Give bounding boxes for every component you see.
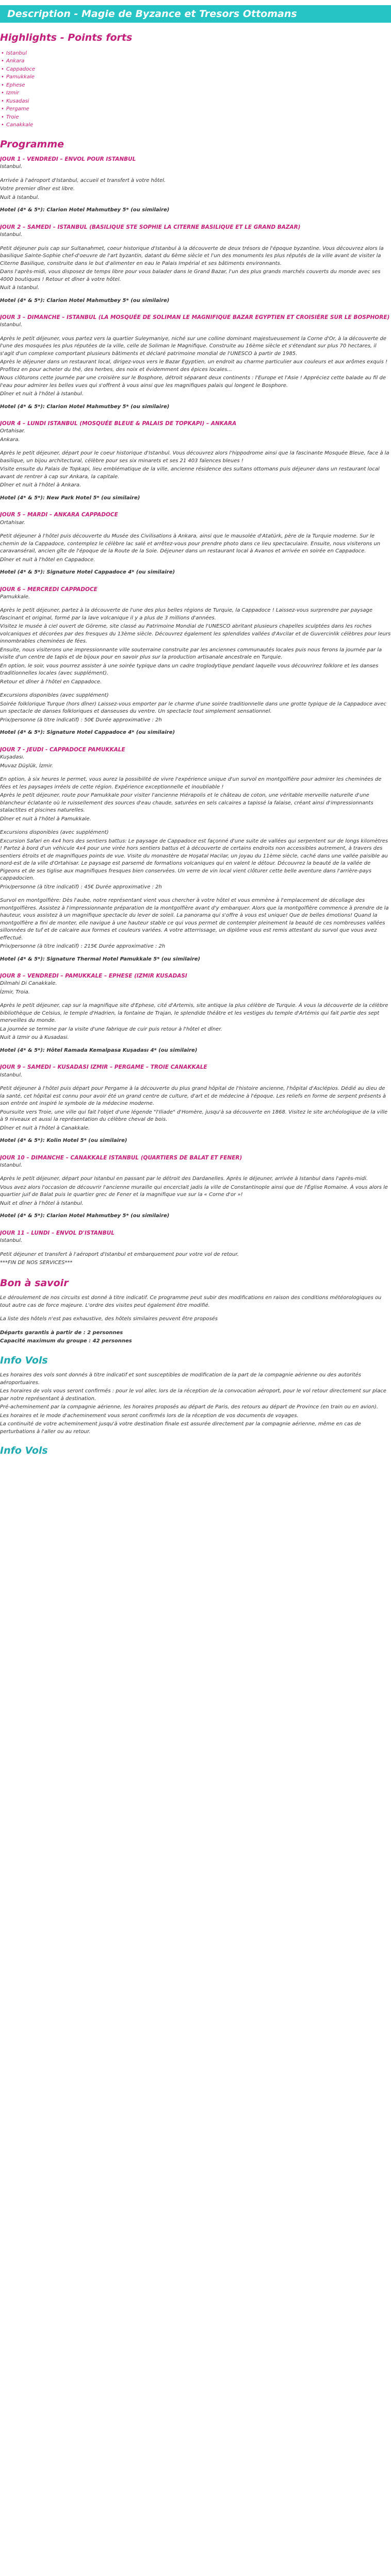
day-paragraph: Dîner et nuit à l'hôtel à Pamukkale.: [0, 816, 91, 822]
day-block: [0, 511, 391, 576]
day-hotel: Hotel (4* & 5*): Kolin Hotel 5* (ou similaire): [0, 1138, 127, 1144]
info-vols-paragraph: Les horaires et le mode d'acheminement vous seront confirmés lors de la réception de vos documents de voyages.: [0, 1412, 299, 1419]
bon-a-savoir-heading: Bon à savoir: [0, 1277, 69, 1289]
day-block: [0, 314, 391, 411]
day-hotel: Hotel (4* & 5*): Clarion Hotel Mahmutbey 5* (ou similaire): [0, 207, 170, 213]
day-paragraph: Nuit à Istanbul.: [0, 194, 40, 200]
day-title: JOUR 10 – DIMANCHE – CANAKKALE ISTANBUL (QUARTIERS DE BALAT ET FENER): [0, 1154, 242, 1161]
day-paragraph: Visite ensuite du Palais de Topkapi, lieu emblématique de la ville, ancienne résidence des sultans ottomans puis déjeuner dans un restaurant local avant de rentrer à cap sur Ankara, la capitale.: [0, 466, 380, 480]
day-hotel: Hotel (4* & 5*): Clarion Hotel Mahmutbey 5* (ou similaire): [0, 1213, 170, 1219]
day-location: Ortahisar.: [0, 428, 25, 434]
day-paragraph: Nuit à Izmir ou à Kusadasi.: [0, 1035, 69, 1041]
program-heading: Programme: [0, 138, 64, 150]
info-vols-heading-2: Info Vols: [0, 1445, 48, 1457]
info-vols: [0, 1372, 391, 1436]
program-days: [0, 156, 391, 1267]
day-hotel: Hotel (4* & 5*): Clarion Hotel Mahmutbey 5* (ou similaire): [0, 403, 170, 410]
day-paragraph: Après le petit déjeuner, cap sur la magnifique site d'Ephese, cité d'Artemis, site antique la plus célèbre de Turquie. À vous la découverte de la célèbre bibliothèque de Celsius, le temple d'Hadrien, la fontaine de Trajan, le splendide théâtre et les vestiges du temple d'Artémis qui fait partie des sept merveilles du monde.: [0, 1003, 388, 1024]
spacer: [0, 997, 391, 1002]
day-paragraph: Poursuite vers Troie, une ville qui fait l'objet d'une légende "l'Iliade" d'Homère, jusqu'à sa découverte en 1868. Visitez le site archéologique de la ville à 9 niveaux et aussi la représentation du célèbre cheval de bois.: [0, 1109, 388, 1123]
day-paragraph: En option, à six heures le permet, vous aurez la possibilité de vivre l'expérience unique d'un survol en montgolfière pour admirer les cheminées de fées et les paysages irréels de cette région. Expérience exceptionnelle et inoubliable !: [0, 777, 382, 790]
day-paragraph: Après le petit déjeuner, départ pour Istanbul en passant par le détroit des Dardanelles. Après le déjeuner, arrivée à Istanbul dans l'après-midi.: [0, 1176, 368, 1182]
day-paragraph: Soirée folklorique Turque (hors dîner) Laissez-vous emporter par le charme d'une soirée traditionnelle dans une grotte typique de la Cappadoce avec un spectacle de danses folkloriques et danseuses du ventre. Un spectacle tout simplement sensationnel.: [0, 701, 386, 715]
highlight-item: • Ephese: [0, 81, 391, 90]
day-paragraph: Prix/personne (à titre indicatif) : 45€ Durée approximative : 2h: [0, 884, 162, 890]
day-hotel: Hotel (4* & 5*): Signature Thermal Hotel Pamukkale 5* (ou similaire): [0, 956, 201, 962]
day-location: Ankara.: [0, 436, 20, 443]
day-paragraph: Visitez le musée à ciel ouvert de Göreme, site classé au Patrimoine Mondial de l'UNESCO abritant plusieurs chapelles sculptées dans les roches volcaniques et décorées par des fresques du 13ème siècle. Découvrez également les splendides vallées d'Avcilar et de Guvercinlik célèbres pour leurs innombrables cheminées de fées.: [0, 624, 391, 645]
spacer: [0, 172, 391, 177]
spacer: [0, 330, 391, 335]
day-paragraph: Après le petit déjeuner, départ pour le coeur historique d'Istanbul. Vous découvrez alors l'hippodrome ainsi que la fascinante Mosquée Bleue, face à la basilique, un bijou architectural, célèbre pour ses six minarets et ses 21 403 faïences bleues !: [0, 450, 389, 464]
day-title: JOUR 11 – LUNDI – ENVOL D'ISTANBUL: [0, 1230, 115, 1236]
day-block: [0, 1154, 391, 1220]
day-title: JOUR 8 – VENDREDI – PAMUKKALE – EPHESE (IZMIR KUSADASI: [0, 973, 187, 980]
bon-paragraph: Le déroulement de nos circuits est donné à titre indicatif. Ce programme peut subir des modifications en raison des conditions météorologiques ou tout autre cas de force majeure. L'ordre des visites peut également être modifié.: [0, 1295, 382, 1308]
spacer: [0, 445, 391, 450]
day-paragraph: Ensuite, nous visiterons une impressionnante ville souterraine construite par les anciennes communautés locales puis nous ferons la journée par la visite d'un centre de tapis et de bijoux pour en savoir plus sur la production artisanale ancestrale en Turquie.: [0, 647, 382, 661]
spacer: [0, 1246, 391, 1251]
day-location: Istanbul.: [0, 1072, 23, 1078]
day-hotel: Hotel (4* & 5*): Hôtel Ramada Kemalpasa Kuşadası 4* (ou similaire): [0, 1047, 198, 1053]
spacer: [0, 1080, 391, 1085]
day-location: İzmir, Troia.: [0, 989, 30, 995]
day-block: [0, 156, 391, 214]
day-hotel: Hotel (4* & 5*): New Park Hotel 5* (ou similaire): [0, 495, 140, 501]
page: [0, 5, 391, 1458]
day-paragraph: En option, le soir, vous pourrez assister à une soirée typique dans un cadre troglodytique pendant laquelle vous découvrirez folklore et les danses traditionnelles locales (avec supplément).: [0, 663, 379, 677]
day-paragraph: Survol en montgolfière: Dès l'aube, notre représentant vient vous chercher à votre hôtel et vous emmène à l'emplacement de décollage des montgolfières. Assistez à l'impressionnante préparation de la montgolfière avant d'y embarquer. Alors que la montgolfière commence à prendre de la hauteur, vous assistez à un magnifique spectacle du lever de soleil. La panorama qui s'offre à vous est unique! Que de belles émotions! Quand la montgolfière a fini de monter, elle navigue à une hauteur stable ce qui vous permet de contempler pleinement la beauté de ces nombreuses vallées sillonnées de tuf et de calcaire aux formes et couleurs variées. A votre atterrissage, un diplôme vous est remis attestant du survol que vous avez effectué.: [0, 898, 389, 941]
day-paragraph: Nous clôturons cette journée par une croisière sur le Bosphore, détroit séparant deux continents : l'Europe et l'Asie ! Appréciez cette balade au fil de l'eau pour admirer les belles vues qui s'offrent à vous ainsi que les magnifiques palais qui longent le Bosphore.: [0, 375, 386, 389]
day-paragraph: Arrivée à l'aéroport d'Istanbul, accueil et transfert à votre hôtel.: [0, 177, 166, 183]
highlight-item: • Ankara: [0, 57, 391, 65]
day-paragraph: Après le petit déjeuner, vous partez vers la quartier Suleymaniye, niché sur une colline dominant majestueusement la Corne d'Or, à la découverte de l'une des mosquées les plus réputées de la ville, celle de Soliman le Magnifique. Construite au 16ème siècle et s'étendant sur plus 70 hectares, il s'agit d'un complexe comportant plusieurs bâtiments et déclaré patrimoine mondial de l'UNESCO à partir de 1985.: [0, 335, 386, 357]
day-paragraph: Dîner et nuit à l'hôtel à Istanbul.: [0, 391, 84, 397]
day-location: Ortahisar.: [0, 519, 25, 526]
day-location: Istanbul.: [0, 322, 23, 328]
info-vols-paragraph: Les horaires des vols sont donnés à titre indicatif et sont susceptibles de modification de la part de la compagnie aérienne ou des autorités aéroportuaires.: [0, 1372, 362, 1386]
day-paragraph: Votre premier dîner est libre.: [0, 186, 75, 192]
day-title: JOUR 4 – LUNDI ISTANBUL (MOSQUÉE BLEUE & PALAIS DE TOPKAPI) – ANKARA: [0, 420, 237, 427]
day-paragraph: Dans l'après-midi, vous disposez de temps libre pour vous balader dans le Grand Bazar, l'un des plus grands marchés couverts du monde avec ses 4000 boutiques ! Retour et dîner à votre hôtel.: [0, 269, 381, 282]
page-title: Description - Magie de Byzance et Tresors Ottomans: [7, 8, 297, 20]
day-block: [0, 1230, 391, 1267]
day-paragraph: Petit déjeuner puis cap sur Sultanahmet, coeur historique d'Istanbul à la découverte de deux trésors de l'époque byzantine. Vous découvrez alors la basilique Sainte-Sophie chef-d'oeuvre de l'art byzantin, datant du 6ème siècle et l'un des monuments les plus réputés de la ville avant de visiter la Citerne Basilique, construite dans le but d'alimenter en eau le Palais Impérial et ses bâtiments environnants.: [0, 245, 384, 266]
spacer: [0, 1324, 391, 1329]
day-location: Istanbul.: [0, 164, 23, 170]
bon-bold-line: Départs garantis à partir de : 2 personnes: [0, 1329, 123, 1336]
day-location: Pamukkale.: [0, 594, 30, 600]
day-block: [0, 746, 391, 963]
day-paragraph: Retour et dîner à l'hôtel en Cappadoce.: [0, 679, 102, 685]
info-vols-heading: Info Vols: [0, 1354, 48, 1366]
highlights-heading: Highlights - Points forts: [0, 32, 133, 43]
day-paragraph: Excursions disponibles (avec supplément): [0, 830, 109, 836]
day-paragraph: Prix/personne (à titre indicatif) : 215€ Durée approximative : 2h: [0, 944, 166, 950]
spacer: [0, 528, 391, 533]
page-title-banner: [0, 5, 391, 23]
day-location: Istanbul.: [0, 1162, 23, 1168]
day-paragraph: Dîner et nuit à l'hôtel à Canakkale.: [0, 1125, 90, 1131]
day-hotel: Hotel (4* & 5*): Signature Hotel Cappadoce 4* (ou similaire): [0, 730, 175, 736]
highlights-list: [0, 49, 391, 129]
day-paragraph: Petit déjeuner à l'hôtel puis découverte du Musée des Civilisations à Ankara, ainsi que le mausolée d'Atatürk, père de la Turquie moderne. Sur le chemin de la Cappadoce, contemplez le célèbre lac salé et arrêtez-vous pour prendre photo dans ce lieu spectaculaire. Ensuite, nous visiterons un caravansérail, ancien gîte de l'époque de la Route de la Soie. Déjeuner dans un restaurant local à Avanos et arrivée en soirée en Cappadoce.: [0, 533, 381, 554]
day-paragraph: Petit déjeuner à l'hôtel puis départ pour Pergame à la découverte du plus grand hôpital de l'histoire ancienne, l'hôpital d'Asclépios. Dédié au dieu de la santé, cet hôpital est connu pour avoir été un grand centre de culture, d'art et de médecine à l'époque. Les reliefs en forme de serpent présents à son entrée ont inspiré le symbole de la médecine moderne.: [0, 1086, 386, 1107]
day-block: [0, 1064, 391, 1144]
bon-paragraph: La liste des hôtels n'est pas exhaustive, des hôtels similaires peuvent être proposés: [0, 1316, 218, 1322]
highlight-item: • Izmir: [0, 89, 391, 97]
spacer: [0, 771, 391, 776]
day-hotel: Hotel (4* & 5*): Clarion Hotel Mahmutbey 5* (ou similaire): [0, 297, 170, 304]
info-vols-paragraph: Les horaires de vols vous seront confirmés : pour le vol aller, lors de la réception de la convocation aéroport, pour le vol retour directement sur place par notre représentant à destination.: [0, 1388, 386, 1402]
day-paragraph: La journée se termine par la visite d'une fabrique de cuir puis retour à l'hôtel et dîner.: [0, 1026, 222, 1032]
day-paragraph: Vous avez alors l'occasion de découvrir l'ancienne muraille qui encerclait jadis la ville de Constantinople ainsi que de l'Église Romaine. À vous alors le quartier juif de Balat puis le quartier grec de Fener et la magnifique vue sur la « Corne d'or »!: [0, 1184, 388, 1198]
day-title: JOUR 5 – MARDI – ANKARA CAPPADOCE: [0, 512, 118, 518]
bon-bold-line: Capacité maximum du groupe : 42 personnes: [0, 1338, 132, 1344]
day-title: JOUR 9 – SAMEDI – KUSADASI IZMIR – PERGAME – TROIE CANAKKALE: [0, 1064, 207, 1071]
day-paragraph: Après le petit déjeuner, partez à la découverte de l'une des plus belles régions de Turquie, la Cappadoce ! Laissez-vous surprendre par paysage fascinant et original, formé par la lave volcanique il y a plus de 3 millions d'années.: [0, 608, 372, 621]
info-vols-paragraph: La continuité de votre acheminement jusqu'à votre destination finale est assurée directement par la compagnie aérienne, même en cas de perturbations à l'aller ou au retour.: [0, 1421, 361, 1435]
day-paragraph: Excursion Safari en 4x4 hors des sentiers battus: Le paysage de Cappadoce est façonné d'une suite de vallées qui serpentent sur de longs kilomètres ! Partez à bord d'un véhicule 4x4 pour une virée hors sentiers battus et à découverte de certains endroits non accessibles autrement, à travers des sentiers étroits et de magnifiques points de vue. Visite du monastère de Hoşatal Hacilar, un joyau du 11ème siècle, caché dans une vallée paisible au nord-est de la ville d'Ortahisar. Le paysage est parsemé de formations volcaniques qui en valent le détour. Découvrez la beauté de la vallée de Pigeons et de ses tiglise aux magnifiques fresques bien conservées. Un verre de vin local vient clôturer cette belle aventure dans l'arrière-pays cappadocien.: [0, 838, 388, 882]
day-title: JOUR 1 - VENDREDI – ENVOL POUR ISTANBUL: [0, 156, 136, 163]
content: [0, 31, 391, 1458]
spacer: [0, 1310, 391, 1316]
day-block: [0, 972, 391, 1054]
highlight-item: • Pergame: [0, 105, 391, 113]
day-block: [0, 224, 391, 305]
day-location: Dilmahi Di Canakkale.: [0, 981, 57, 987]
day-paragraph: Dîner et nuit à l'hôtel en Cappadoce.: [0, 557, 95, 563]
day-paragraph: Après le petit déjeuner, route pour Pamukkale pour visiter l'ancienne Hiérapolis et le château de coton, une véritable merveille naturelle d'une blancheur éclatante où le ruissellement des sources d'eau chaude, saturées en sels calcaires a tapissé la falaise, créant ainsi d'impressionnants stalactites et piscines naturelles.: [0, 793, 373, 814]
highlight-item: • Pamukkale: [0, 73, 391, 81]
day-location: Istanbul.: [0, 1238, 23, 1243]
day-paragraph: Nuit à Istanbul.: [0, 285, 40, 291]
spacer: [0, 240, 391, 245]
bon-a-savoir: [0, 1294, 391, 1345]
highlight-item: • Canakkale: [0, 121, 391, 129]
day-paragraph: Dîner et nuit à l'hôtel à Ankara.: [0, 482, 82, 489]
day-paragraph: Prix/personne (à titre indicatif) : 50€ Durée approximative : 2h: [0, 717, 162, 723]
day-block: [0, 586, 391, 737]
highlight-item: • Istanbul: [0, 49, 391, 58]
day-paragraph: ***FIN DE NOS SERVICES***: [0, 1260, 73, 1266]
day-paragraph: Petit déjeuner et transfert à l'aéroport d'Istanbul et embarquement pour votre vol de retour.: [0, 1251, 239, 1257]
spacer: [0, 602, 391, 607]
day-title: JOUR 3 – DIMANCHE – ISTANBUL (LA MOSQUÉE DE SOLIMAN LE MAGNIFIQUE BAZAR EGYPTIEN ET CROISIÈRE SUR LE BOSPHORE): [0, 314, 390, 321]
spacer: [0, 892, 391, 897]
day-title: JOUR 7 - JEUDI - CAPPADOCE PAMUKKALE: [0, 746, 125, 753]
day-location: Muvaz Düşlük, İzmir.: [0, 763, 54, 769]
highlight-item: • Troie: [0, 113, 391, 122]
spacer: [0, 824, 391, 829]
day-paragraph: Excursions disponibles (avec supplément): [0, 693, 109, 699]
day-location: Istanbul.: [0, 232, 23, 238]
day-title: JOUR 6 – MERCREDI CAPPADOCE: [0, 586, 97, 593]
day-location: Kuşadası.: [0, 754, 25, 761]
spacer: [0, 687, 391, 692]
day-title: JOUR 2 – SAMEDI – ISTANBUL (BASILIQUE STE SOPHIE LA CITERNE BASILIQUE ET LE GRAND BAZAR): [0, 224, 301, 230]
day-paragraph: Nuit et dîner à l'hôtel à Istanbul.: [0, 1200, 84, 1206]
day-hotel: Hotel (4* & 5*): Signature Hotel Cappadoce 4* (ou similaire): [0, 569, 175, 576]
day-paragraph: Après le déjeuner dans un restaurant local, dirigez-vous vers le Bazar Egyptien, un endroit au charme particulier aux couleurs et aux arômes exquis ! Profitez en pour acheter du thé, des herbes, des noix et évidemment des épices locales...: [0, 359, 388, 373]
info-vols-paragraph: Pré-acheminement par la compagnie aérienne, les horaires proposés au départ de Paris, des retours au départ de Province (en train ou en avion).: [0, 1404, 379, 1410]
day-block: [0, 420, 391, 502]
highlight-item: • Kusadasi: [0, 97, 391, 106]
highlight-item: • Cappadoce: [0, 65, 391, 74]
spacer: [0, 1170, 391, 1175]
